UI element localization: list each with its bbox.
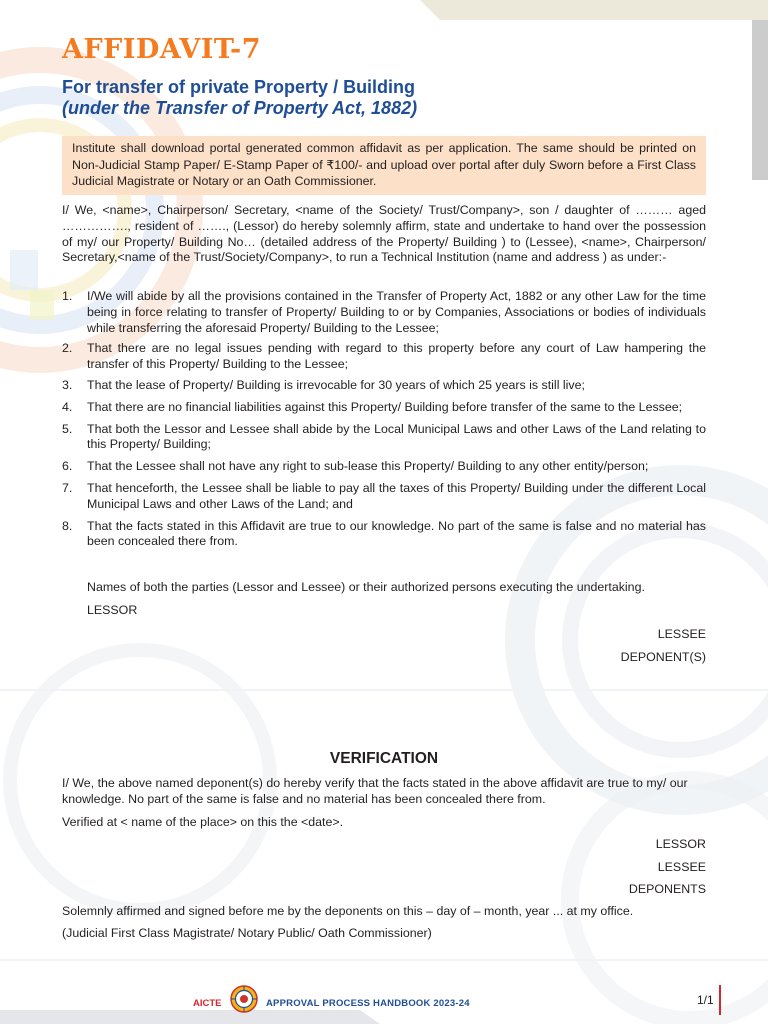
footer-handbook-title: APPROVAL PROCESS HANDBOOK 2023-24: [266, 998, 470, 1009]
subtitle-line-2: (under the Transfer of Property Act, 1882): [62, 98, 418, 118]
clause-text: That there are no legal issues pending with regard to this property before any court of Law hampering the transfer of this Property/ Building to the Lessee;: [87, 341, 706, 372]
clause-number: 6.: [62, 459, 73, 474]
affirmation-text: Solemnly affirmed and signed before me by the deponents on this – day of – month, year ... at my office.: [62, 904, 634, 918]
clause-text: That both the Lessor and Lessee shall abide by the Local Municipal Laws and other Laws of the Land relating to this Property/ Building;: [87, 421, 706, 452]
clause-item: [62, 341, 706, 373]
verification-body: I/ We, the above named deponent(s) do hereby verify that the facts stated in the above affidavit are true to my/ our knowledge. No part of the same is false and no material has been concealed there from.: [62, 776, 688, 806]
verification-lessor: LESSOR: [655, 837, 706, 851]
clause-number: 1.: [62, 289, 73, 303]
lessor-label: LESSOR: [87, 603, 138, 617]
lessee-label: LESSEE: [657, 627, 706, 641]
names-note: Names of both the parties (Lessor and Lessee) or their authorized persons executing the undertaking.: [87, 580, 645, 594]
page-footer: [0, 985, 768, 1015]
aicte-logo-icon: [230, 985, 258, 1013]
clause-item: [62, 422, 706, 454]
intro-paragraph: I/ We, <name>, Chairperson/ Secretary, <name of the Society/ Trust/Company>, son / daughter of ……… aged ……………., resident of ……., (Lessor) do hereby solemnly affirm, state and undertake to hand over the possession of my/ our Property/ Building No… (detailed address of the Property/ Building ) to (Lessee), <name>, Chairperson/ Secretary,<name of the Trust/Society/Company>, to run a Technical Institution (name and address ) as under:-: [62, 203, 706, 265]
clause-number: 8.: [62, 518, 73, 533]
clause-text: That the lease of Property/ Building is irrevocable for 30 years of which 25 years is still live;: [87, 377, 585, 392]
clause-item: [62, 519, 706, 551]
clause-list: [62, 289, 706, 550]
page-number: 1/1: [697, 993, 714, 1007]
document-subtitle: [62, 77, 417, 119]
verification-heading: VERIFICATION: [329, 750, 439, 767]
clause-item: [62, 459, 706, 475]
verification-deponents: DEPONENTS: [628, 882, 706, 896]
clause-item: [62, 289, 706, 336]
instruction-notice: Institute shall download portal generated common affidavit as per application. The same should be printed on Non-Judicial Stamp Paper/ E-Stamp Paper of ₹100/- and upload over portal after duly Sworn before a First Class Judicial Magistrate or Notary or an Oath Commissioner.: [62, 136, 706, 195]
verification-lessee: LESSEE: [657, 860, 706, 874]
clause-number: 2.: [62, 341, 73, 356]
clause-number: 3.: [62, 377, 73, 392]
subtitle-line-1: For transfer of private Property / Building: [62, 77, 416, 97]
clause-text: That there are no financial liabilities against this Property/ Building before transfer of the same to the Lessee;: [87, 399, 683, 414]
clause-text: That henceforth, the Lessee shall be liable to pay all the taxes of this Property/ Building under the different Local Municipal Laws and other Laws of the Land; and: [87, 480, 706, 511]
document-title: AFFIDAVIT-7: [62, 34, 262, 65]
clause-text: That the facts stated in this Affidavit are true to our knowledge. No part of the same is false and no material has been concealed there from.: [87, 518, 706, 549]
clause-text: That the Lessee shall not have any right to sub-lease this Property/ Building to any other entity/person;: [87, 459, 649, 474]
clause-number: 4.: [62, 399, 73, 414]
clause-text: I/We will abide by all the provisions contained in the Transfer of Property Act, 1882 or any other Law for the time being in force relating to transfer of Property/ Building to or by Companies, Associations or bodies of individuals while transferring the aforesaid Property/ Building to the Lessee;: [87, 289, 706, 335]
clause-number: 7.: [62, 480, 73, 495]
clause-item: [62, 400, 706, 416]
clause-item: [62, 378, 706, 394]
clause-item: [62, 481, 706, 513]
officer-designation: (Judicial First Class Magistrate/ Notary Public/ Oath Commissioner): [62, 926, 432, 940]
footer-org: AICTE: [193, 998, 222, 1009]
clause-number: 5.: [62, 421, 73, 436]
footer-divider: [719, 985, 721, 1015]
deponents-label: DEPONENT(S): [620, 650, 706, 664]
verified-at: Verified at < name of the place> on this the <date>.: [62, 815, 344, 829]
